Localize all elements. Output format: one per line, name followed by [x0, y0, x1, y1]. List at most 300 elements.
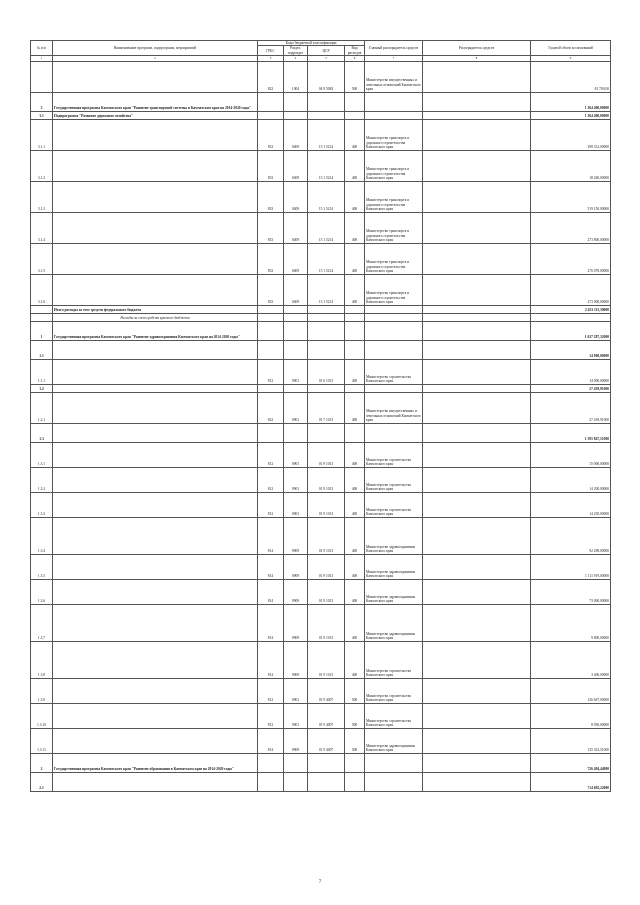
row-main-manager: Министерство строительства Камчатского края [365, 678, 423, 703]
row-name [53, 579, 258, 604]
row-main-manager [365, 111, 423, 119]
row-name [53, 517, 258, 554]
row-executor [423, 728, 531, 753]
row-main-manager: Министерство строительства Камчатского края [365, 467, 423, 492]
table-row [31, 423, 611, 442]
row-expense-type: 400 [345, 150, 365, 181]
row-section [284, 92, 308, 111]
row-grbs: 812 [258, 703, 284, 728]
index-cell: 8 [423, 56, 531, 61]
row-number: 1.3.11 [31, 728, 53, 753]
row-expense-type: 400 [345, 119, 365, 150]
row-main-manager [365, 423, 423, 442]
row-grbs [258, 753, 284, 772]
row-csr: 15 1 5214 [308, 150, 345, 181]
row-amount: 519 150,00000 [531, 181, 611, 212]
row-grbs: 833 [258, 119, 284, 150]
row-main-manager: Министерство здравоохранения Камчатского края [365, 604, 423, 641]
row-name [53, 728, 258, 753]
row-section [284, 340, 308, 359]
row-section: 0909 [284, 641, 308, 678]
row-amount: 14 250,00000 [531, 492, 611, 517]
row-section [284, 753, 308, 772]
table-row [31, 119, 611, 150]
row-name: Подпрограмма "Развитие дорожного хозяйства" [53, 111, 258, 119]
row-expense-type [345, 111, 365, 119]
row-csr: 15 1 5214 [308, 181, 345, 212]
row-csr [308, 305, 345, 313]
row-section: 0901 [284, 703, 308, 728]
table-row [31, 772, 611, 791]
row-number [31, 305, 53, 313]
header-csr: ЦСР [308, 46, 345, 56]
row-executor [423, 554, 531, 579]
row-executor [423, 392, 531, 423]
table-row [31, 753, 611, 772]
row-main-manager: Министерство транспорта и дорожного строительства Камчатского края [365, 181, 423, 212]
row-name: Итого расходы за счет средств федерального бюджета [53, 305, 258, 313]
row-amount [531, 313, 611, 321]
table-row [31, 359, 611, 384]
row-main-manager [365, 384, 423, 392]
row-grbs: 814 [258, 728, 284, 753]
row-grbs: 812 [258, 467, 284, 492]
row-main-manager: Министерство транспорта и дорожного строительства Камчатского края [365, 243, 423, 274]
row-grbs: 833 [258, 274, 284, 305]
row-csr [308, 111, 345, 119]
index-cell: 4 [284, 56, 308, 61]
row-section [284, 305, 308, 313]
row-csr: 01 9 1013 [308, 492, 345, 517]
row-executor [423, 442, 531, 467]
row-amount: 9 800,00000 [531, 604, 611, 641]
row-executor [423, 772, 531, 791]
header-section: Раздел, подраздел [284, 46, 308, 56]
row-expense-type: 400 [345, 442, 365, 467]
row-grbs: 814 [258, 579, 284, 604]
row-grbs: 812 [258, 359, 284, 384]
row-expense-type: 400 [345, 579, 365, 604]
row-expense-type: 500 [345, 703, 365, 728]
row-section [284, 772, 308, 791]
row-section [284, 313, 308, 321]
row-expense-type [345, 753, 365, 772]
row-name [53, 467, 258, 492]
row-amount: 726 494,44000 [531, 753, 611, 772]
row-name [53, 243, 258, 274]
row-expense-type: 500 [345, 728, 365, 753]
row-grbs [258, 92, 284, 111]
table-row [31, 313, 611, 321]
row-grbs: 814 [258, 641, 284, 678]
row-main-manager: Министерство строительства Камчатского края [365, 703, 423, 728]
row-number: 1.2.1 [31, 392, 53, 423]
row-section: 0909 [284, 728, 308, 753]
row-executor [423, 703, 531, 728]
row-main-manager [365, 313, 423, 321]
header-num: № п/п [31, 41, 53, 56]
row-grbs: 833 [258, 181, 284, 212]
row-expense-type: 400 [345, 604, 365, 641]
row-expense-type [345, 305, 365, 313]
row-section: 0901 [284, 492, 308, 517]
table-row [31, 678, 611, 703]
row-name [53, 392, 258, 423]
row-main-manager [365, 321, 423, 340]
row-name: Расходы за счет средств краевого бюджета [53, 313, 258, 321]
row-csr [308, 321, 345, 340]
header-budget-codes: Коды бюджетной классификации [258, 41, 365, 46]
index-cell: 1 [31, 56, 53, 61]
row-main-manager [365, 305, 423, 313]
row-grbs: 814 [258, 604, 284, 641]
row-csr: 15 1 5214 [308, 119, 345, 150]
row-section: 0901 [284, 467, 308, 492]
row-csr [308, 753, 345, 772]
row-executor [423, 321, 531, 340]
row-expense-type: 400 [345, 554, 365, 579]
row-main-manager: Министерство транспорта и дорожного строительства Камчатского края [365, 274, 423, 305]
row-csr: 01 9 4007 [308, 678, 345, 703]
row-csr [308, 384, 345, 392]
row-expense-type: 400 [345, 467, 365, 492]
row-number: 1.3.3 [31, 492, 53, 517]
row-number: 1.1 [31, 340, 53, 359]
row-amount: 15 000,00000 [531, 442, 611, 467]
row-section [284, 321, 308, 340]
row-executor [423, 340, 531, 359]
table-row [31, 467, 611, 492]
row-grbs: 814 [258, 517, 284, 554]
table-row [31, 384, 611, 392]
row-amount: 18 260,00000 [531, 150, 611, 181]
row-executor [423, 579, 531, 604]
row-csr: 15 1 5214 [308, 212, 345, 243]
table-row [31, 492, 611, 517]
row-amount: 273 800,00000 [531, 212, 611, 243]
row-main-manager: Министерство здравоохранения Камчатского края [365, 517, 423, 554]
row-section: 0409 [284, 150, 308, 181]
row-section: 0901 [284, 678, 308, 703]
row-number: 1.3.2 [31, 467, 53, 492]
row-executor [423, 111, 531, 119]
row-main-manager [365, 753, 423, 772]
row-executor [423, 274, 531, 305]
row-expense-type: 500 [345, 678, 365, 703]
row-grbs [258, 313, 284, 321]
row-executor [423, 243, 531, 274]
row-expense-type: 400 [345, 243, 365, 274]
row-number: 1.3.8 [31, 641, 53, 678]
row-csr: 01 9 1013 [308, 579, 345, 604]
row-executor [423, 359, 531, 384]
row-number: 3.1.1 [31, 119, 53, 150]
row-csr: 01 7 1013 [308, 392, 345, 423]
row-name [53, 61, 258, 92]
row-name [53, 442, 258, 467]
row-grbs [258, 423, 284, 442]
row-name [53, 423, 258, 442]
row-csr: 01 9 1013 [308, 641, 345, 678]
row-amount: 1 111 919,00000 [531, 554, 611, 579]
row-amount: 126 667,00000 [531, 678, 611, 703]
row-section: 0901 [284, 359, 308, 384]
row-csr [308, 423, 345, 442]
table-row [31, 61, 611, 92]
table-row [31, 321, 611, 340]
row-expense-type [345, 321, 365, 340]
row-amount: 1 637 287,32000 [531, 321, 611, 340]
header-amount: Годовой объем ассигнований [531, 41, 611, 56]
row-amount: 1 364 400,00000 [531, 111, 611, 119]
row-csr: 01 9 1013 [308, 442, 345, 467]
table-row [31, 728, 611, 753]
row-amount: 273 900,00000 [531, 274, 611, 305]
row-executor [423, 150, 531, 181]
row-expense-type [345, 313, 365, 321]
row-number: 1.1.1 [31, 359, 53, 384]
row-csr: 01 9 1013 [308, 604, 345, 641]
row-number: 1 [31, 321, 53, 340]
table-row [31, 641, 611, 678]
row-expense-type [345, 423, 365, 442]
row-name [53, 492, 258, 517]
row-csr: 04 9 5082 [308, 61, 345, 92]
row-grbs: 833 [258, 150, 284, 181]
row-csr: 01 6 1013 [308, 359, 345, 384]
row-executor [423, 92, 531, 111]
row-amount: 2 453 115,30000 [531, 305, 611, 313]
row-main-manager: Министерство строительства Камчатского края [365, 492, 423, 517]
row-grbs: 822 [258, 61, 284, 92]
row-executor [423, 61, 531, 92]
row-name [53, 150, 258, 181]
row-main-manager: Министерство транспорта и дорожного строительства Камчатского края [365, 150, 423, 181]
row-grbs: 833 [258, 243, 284, 274]
row-name [53, 274, 258, 305]
row-grbs [258, 321, 284, 340]
table-row [31, 340, 611, 359]
row-section: 0409 [284, 243, 308, 274]
row-executor [423, 181, 531, 212]
table-row [31, 181, 611, 212]
row-name [53, 359, 258, 384]
header-grbs: ГРБС [258, 46, 284, 56]
row-name [53, 212, 258, 243]
row-expense-type: 400 [345, 359, 365, 384]
row-number: 3 [31, 92, 53, 111]
row-name [53, 181, 258, 212]
row-executor [423, 423, 531, 442]
row-name: Государственная программа Камчатского края "Развитие образования в Камчатском крае на 2014-2020 годы" [53, 753, 258, 772]
header-name: Наименование программ, подпрограмм, мероприятий [53, 41, 258, 56]
row-expense-type: 400 [345, 181, 365, 212]
row-main-manager: Министерство транспорта и дорожного строительства Камчатского края [365, 212, 423, 243]
row-section: 0409 [284, 181, 308, 212]
row-name [53, 340, 258, 359]
table-row [31, 111, 611, 119]
table-row [31, 604, 611, 641]
row-grbs: 812 [258, 442, 284, 467]
row-main-manager: Министерство транспорта и дорожного строительства Камчатского края [365, 119, 423, 150]
row-section: 0909 [284, 554, 308, 579]
row-expense-type: 500 [345, 61, 365, 92]
header-expense-type: Вид расходов [345, 46, 365, 56]
row-executor [423, 119, 531, 150]
row-main-manager [365, 340, 423, 359]
index-cell: 9 [531, 56, 611, 61]
row-executor [423, 517, 531, 554]
row-number: 3.1 [31, 111, 53, 119]
row-section: 0409 [284, 119, 308, 150]
table-row [31, 579, 611, 604]
row-name [53, 641, 258, 678]
table-row [31, 150, 611, 181]
row-expense-type [345, 340, 365, 359]
row-grbs: 833 [258, 212, 284, 243]
table-row [31, 392, 611, 423]
row-grbs: 812 [258, 492, 284, 517]
row-amount: 135 322,51000 [531, 728, 611, 753]
index-cell: 6 [345, 56, 365, 61]
header-main-manager: Главный распорядитель средств [365, 41, 423, 56]
row-amount: 73 000,00000 [531, 579, 611, 604]
row-amount: 1 595 847,51000 [531, 423, 611, 442]
row-number: 1.3.5 [31, 554, 53, 579]
row-csr: 01 9 4007 [308, 703, 345, 728]
row-main-manager: Министерство строительства Камчатского края [365, 641, 423, 678]
row-main-manager: Министерство здравоохранения Камчатского края [365, 728, 423, 753]
row-number: 1.3.6 [31, 579, 53, 604]
row-executor [423, 313, 531, 321]
row-name [53, 678, 258, 703]
row-section [284, 111, 308, 119]
row-number: 1.3.1 [31, 442, 53, 467]
row-number: 1.3 [31, 423, 53, 442]
row-number: 1.3.7 [31, 604, 53, 641]
row-section: 0901 [284, 392, 308, 423]
index-cell: 7 [365, 56, 423, 61]
row-section: 0901 [284, 442, 308, 467]
row-csr [308, 772, 345, 791]
table-row [31, 703, 611, 728]
row-grbs [258, 384, 284, 392]
row-csr: 01 9 1013 [308, 467, 345, 492]
row-expense-type: 400 [345, 274, 365, 305]
row-main-manager: Министерство имущественных и земельных отношений Камчатского края [365, 392, 423, 423]
row-grbs [258, 340, 284, 359]
row-number: 3.1.3 [31, 181, 53, 212]
row-expense-type: 400 [345, 212, 365, 243]
row-section: 1004 [284, 61, 308, 92]
row-section: 0909 [284, 579, 308, 604]
row-number: 2 [31, 753, 53, 772]
row-expense-type: 400 [345, 641, 365, 678]
row-csr [308, 92, 345, 111]
row-executor [423, 604, 531, 641]
row-executor [423, 641, 531, 678]
row-name [53, 554, 258, 579]
row-amount: 714 692,22000 [531, 772, 611, 791]
row-main-manager: Министерство здравоохранения Камчатского края [365, 554, 423, 579]
row-section: 0909 [284, 517, 308, 554]
row-grbs: 814 [258, 554, 284, 579]
row-grbs [258, 111, 284, 119]
row-name [53, 604, 258, 641]
row-expense-type: 400 [345, 492, 365, 517]
row-number: 3.1.6 [31, 274, 53, 305]
row-expense-type: 400 [345, 392, 365, 423]
row-number: 1.2 [31, 384, 53, 392]
row-expense-type [345, 772, 365, 791]
row-amount: 14 000,00000 [531, 340, 611, 359]
row-csr [308, 340, 345, 359]
row-expense-type [345, 384, 365, 392]
row-executor [423, 492, 531, 517]
table-row [31, 554, 611, 579]
row-number: 3.1.5 [31, 243, 53, 274]
row-expense-type [345, 92, 365, 111]
table-row [31, 243, 611, 274]
row-executor [423, 384, 531, 392]
row-grbs [258, 772, 284, 791]
row-name [53, 772, 258, 791]
row-number: 3.1.2 [31, 150, 53, 181]
row-main-manager [365, 92, 423, 111]
row-csr [308, 313, 345, 321]
row-name: Государственная программа Камчатского края "Развитие здравоохранения Камчатского края на 2014-2020 годы" [53, 321, 258, 340]
row-amount: 14 000,00000 [531, 359, 611, 384]
row-amount: 8 950,00000 [531, 703, 611, 728]
row-csr: 15 1 5214 [308, 274, 345, 305]
row-executor [423, 305, 531, 313]
row-csr: 01 9 1013 [308, 554, 345, 579]
row-number: 1.3.10 [31, 703, 53, 728]
row-section [284, 384, 308, 392]
table-row [31, 442, 611, 467]
row-name [53, 119, 258, 150]
row-amount: 276 078,00000 [531, 243, 611, 274]
row-grbs [258, 305, 284, 313]
row-csr: 01 9 4007 [308, 728, 345, 753]
row-executor [423, 753, 531, 772]
row-main-manager: Министерство строительства Камчатского края [365, 442, 423, 467]
table-row [31, 305, 611, 313]
table-row [31, 274, 611, 305]
row-number: 3.1.4 [31, 212, 53, 243]
row-amount: 27 439,91000 [531, 384, 611, 392]
row-number: 2.1 [31, 772, 53, 791]
row-amount: 3 400,00000 [531, 641, 611, 678]
row-main-manager [365, 772, 423, 791]
page-number: 7 [318, 880, 322, 885]
row-executor [423, 212, 531, 243]
row-grbs: 822 [258, 392, 284, 423]
index-cell: 2 [53, 56, 258, 61]
row-amount: 298 312,00000 [531, 119, 611, 150]
table-row [31, 212, 611, 243]
table-row [31, 92, 611, 111]
row-grbs: 812 [258, 678, 284, 703]
row-number: 1.3.9 [31, 678, 53, 703]
header-executor: Распорядитель средств [423, 41, 531, 56]
row-amount: 27 439,91000 [531, 392, 611, 423]
row-name [53, 703, 258, 728]
row-amount: 92 298,00000 [531, 517, 611, 554]
table-body [31, 61, 611, 791]
row-csr: 01 9 1013 [308, 517, 345, 554]
row-number: 1.3.4 [31, 517, 53, 554]
